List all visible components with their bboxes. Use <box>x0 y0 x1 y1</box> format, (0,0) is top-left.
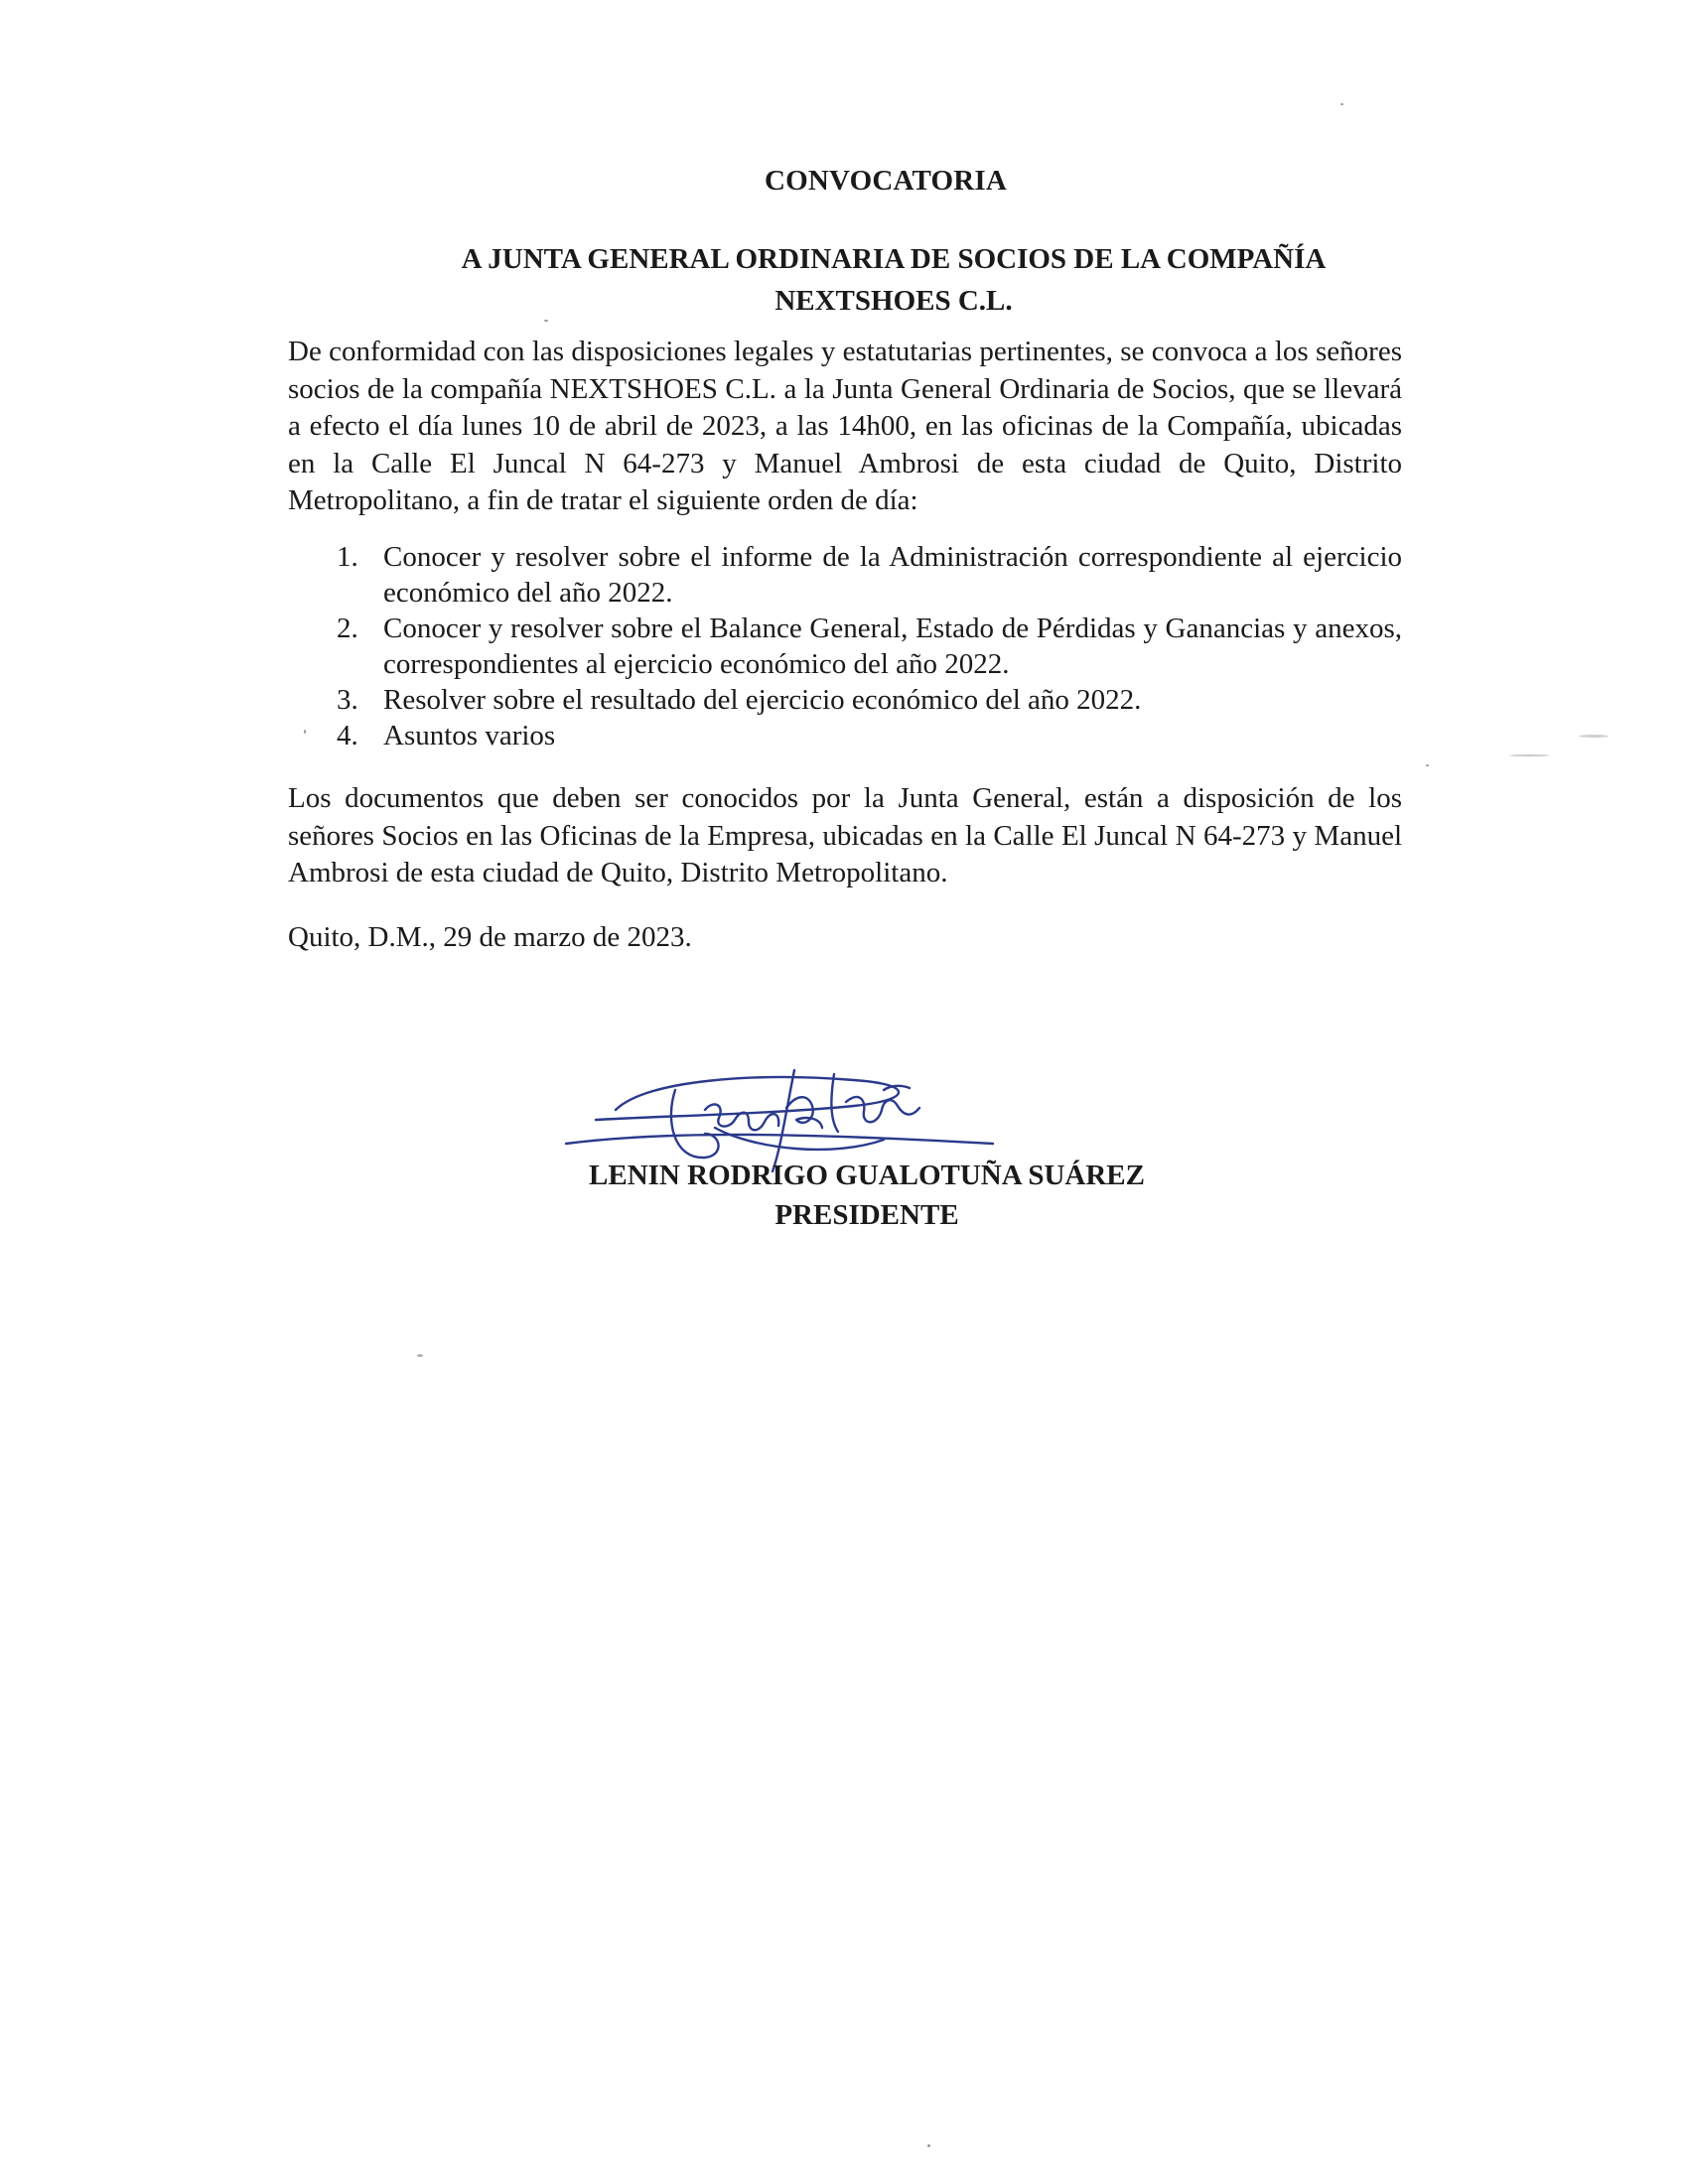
signer-role: PRESIDENTE <box>774 1199 959 1231</box>
agenda-item-number: 3. <box>337 684 358 716</box>
document-title: CONVOCATORIA <box>764 165 1008 197</box>
agenda-item-text: Conocer y resolver sobre el informe de la Administración correspondiente al ejercicio económico del año 2022. <box>383 541 1402 609</box>
agenda-item <box>288 682 1402 718</box>
place-and-date: Quito, D.M., 29 de marzo de 2023. <box>288 921 692 953</box>
scan-speck <box>417 1354 423 1357</box>
agenda-list <box>288 539 1402 753</box>
document-subtitle <box>377 238 1410 322</box>
documents-notice-paragraph: Los documentos que deben ser conocidos por la Junta General, están a disposición de los señores Socios en las Oficinas de la Empresa, ubicadas en la Calle El Juncal N 64-273 y Manuel Ambrosi de esta ciudad de Quito, Distrito Metropolitano. <box>288 782 1402 888</box>
intro-paragraph: De conformidad con las disposiciones legales y estatutarias pertinentes, se convoca a los señores socios de la compañía NEXTSHOES C.L. a la Junta General Ordinaria de Socios, que se llevará a efecto el día lunes 10 de abril de 2023, a las 14h00, en las oficinas de la Compañía, ubicadas en la Calle El Juncal N 64-273 y Manuel Ambrosi de esta ciudad de Quito, Distrito Metropolitano, a fin de tratar el siguiente orden de día: <box>288 336 1402 516</box>
agenda-item-text: Asuntos varios <box>383 720 556 751</box>
subtitle-line-2: NEXTSHOES C.L. <box>774 285 1013 317</box>
agenda-item-text: Resolver sobre el resultado del ejercicio económico del año 2022. <box>383 684 1142 716</box>
scan-speck <box>1509 754 1549 756</box>
agenda-item-text: Conocer y resolver sobre el Balance General, Estado de Pérdidas y Ganancias y anexos, correspondientes al ejercicio económico del año 2022. <box>383 613 1402 680</box>
scan-speck <box>927 2144 930 2147</box>
scan-speck <box>1579 735 1609 738</box>
signer-name: LENIN RODRIGO GUALOTUÑA SUÁREZ <box>589 1160 1145 1191</box>
scan-speck <box>1426 764 1429 766</box>
agenda-item-number: 2. <box>337 613 358 644</box>
scan-speck <box>304 730 306 734</box>
agenda-item <box>288 539 1402 611</box>
agenda-item-number: 1. <box>337 541 358 573</box>
scan-speck <box>544 320 548 322</box>
scan-speck <box>1340 103 1343 105</box>
agenda-item <box>288 718 1402 753</box>
agenda-item <box>288 611 1402 682</box>
agenda-item-number: 4. <box>337 720 358 751</box>
subtitle-line-1: A JUNTA GENERAL ORDINARIA DE SOCIOS DE LA COMPAÑÍA <box>461 243 1327 275</box>
